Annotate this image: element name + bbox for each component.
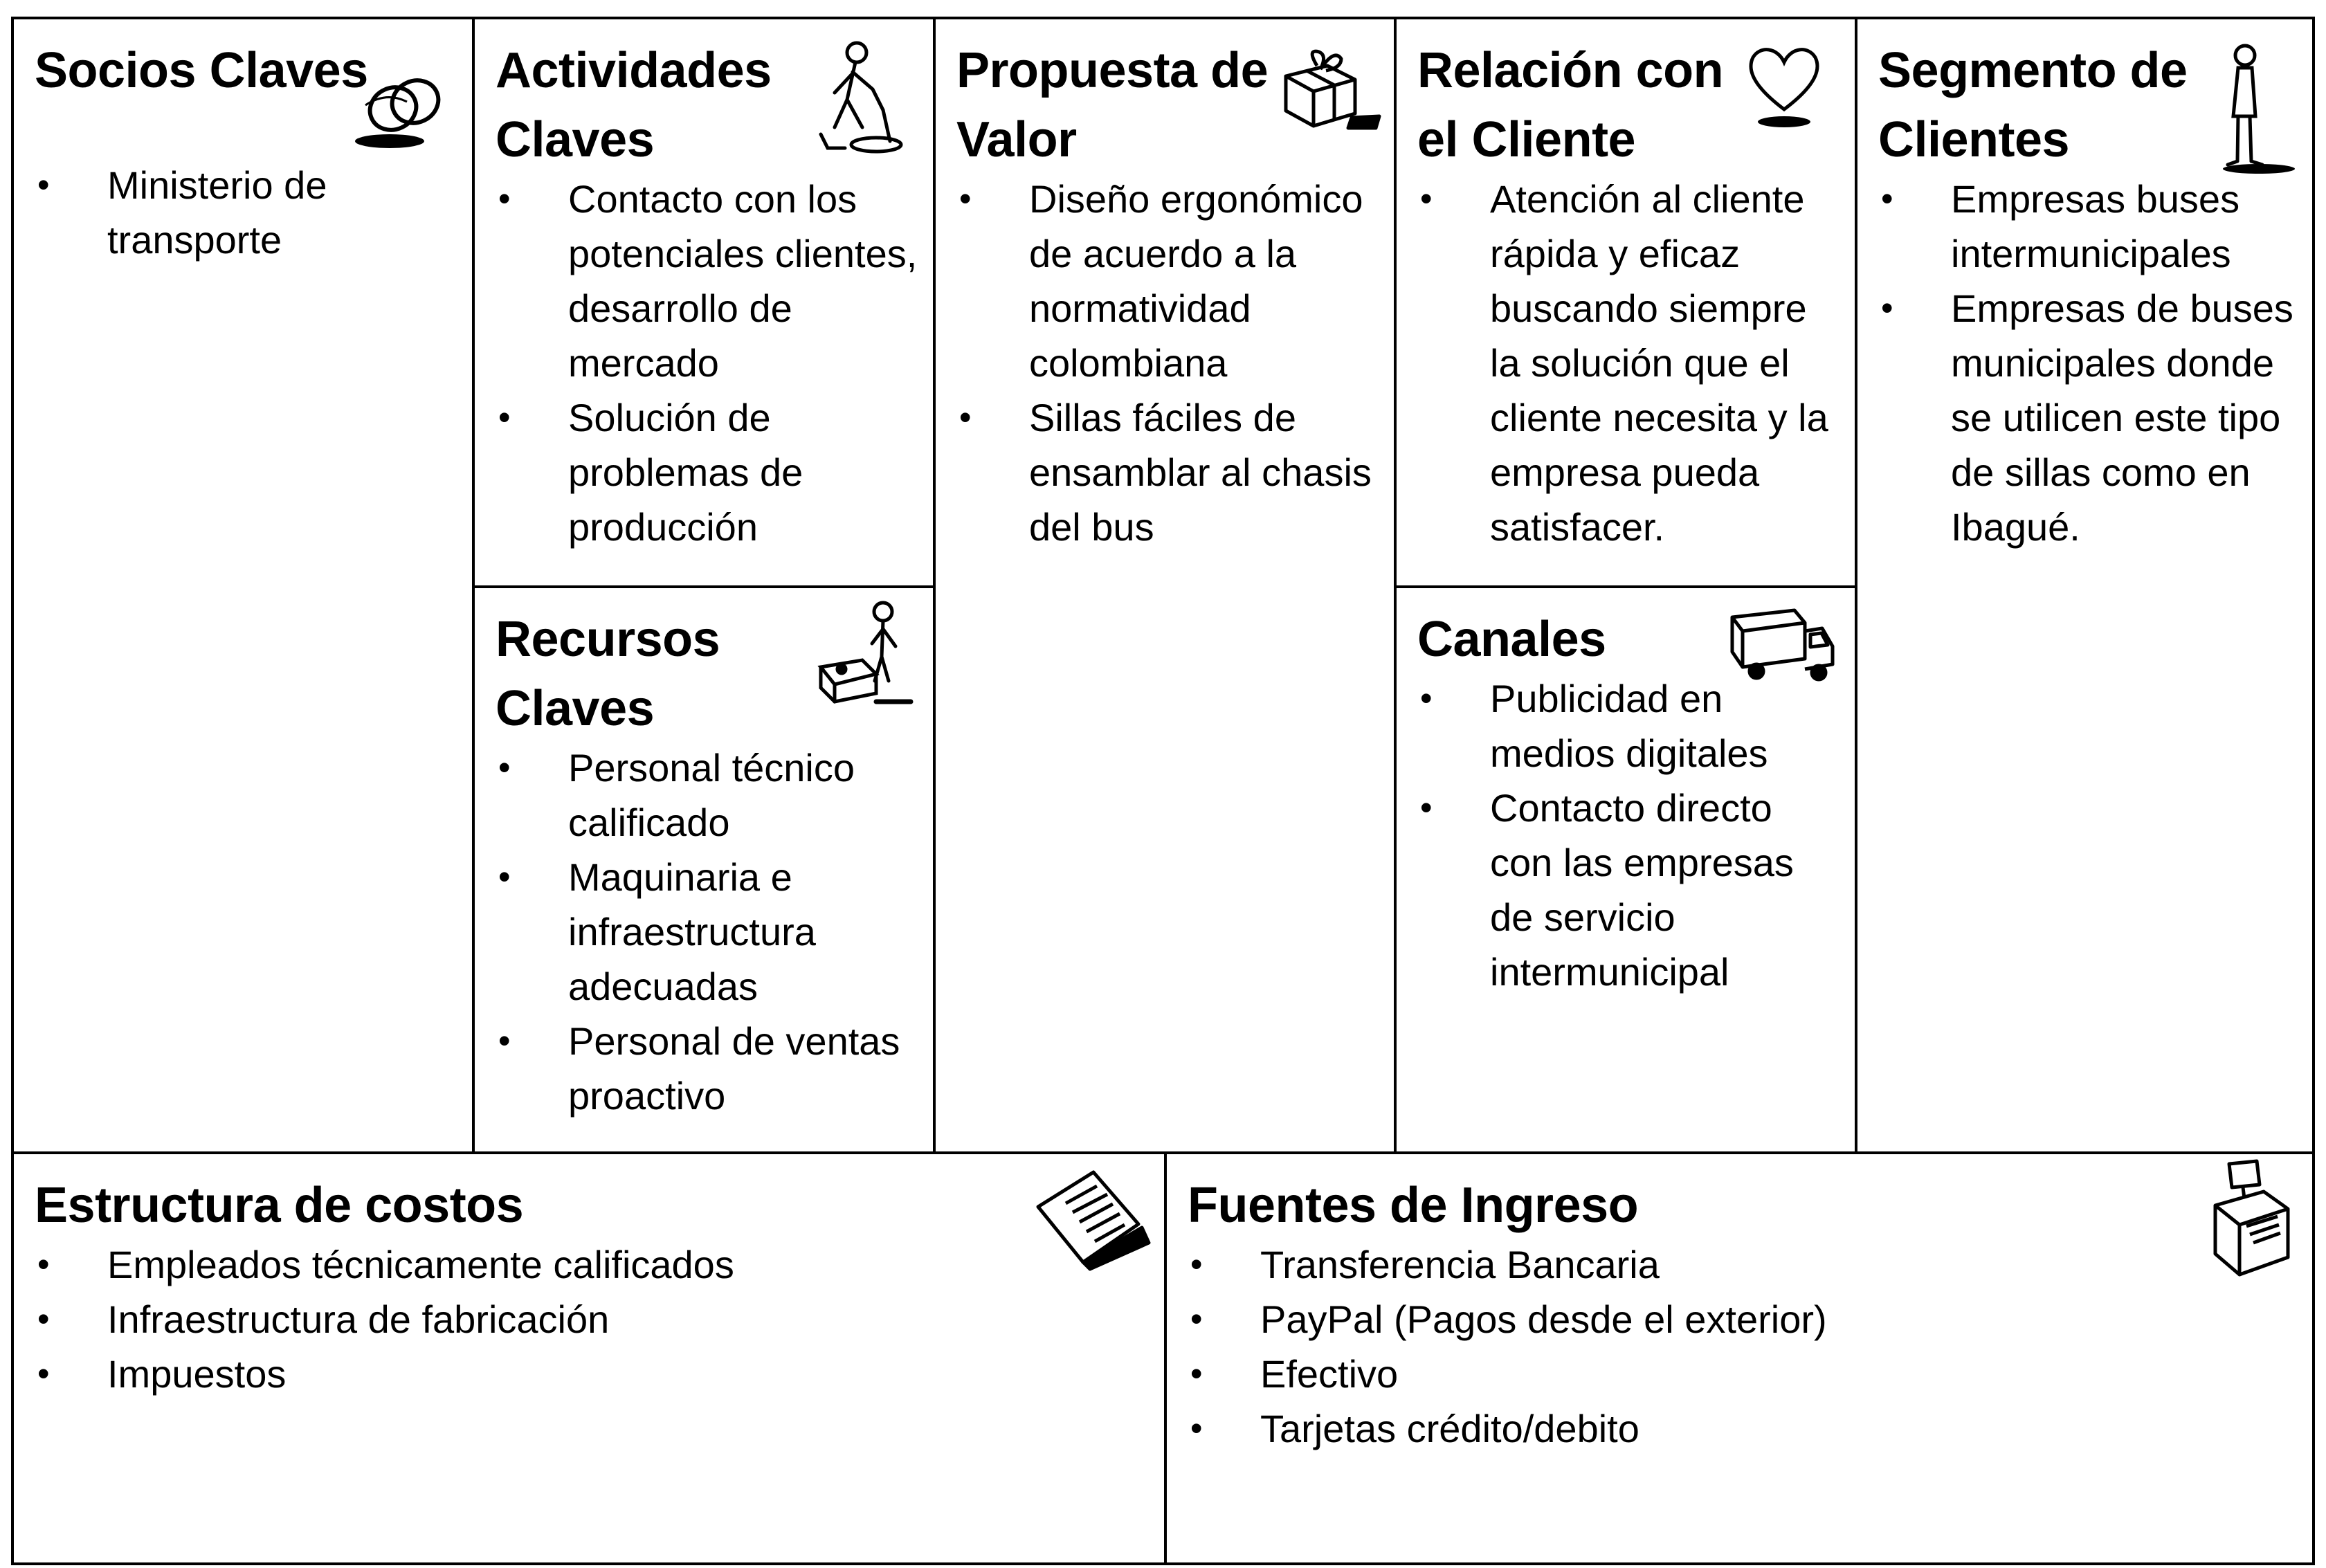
canales-box (1394, 585, 1857, 1154)
list-item: • Atención al cliente rápida y eficaz buscando siempre la solución que el cliente necesita y la empresa pueda satisfacer. (1417, 172, 1841, 554)
rings-icon (352, 64, 455, 154)
relacion-cliente-list (1417, 172, 1841, 554)
segmento-clientes-box (1855, 17, 2315, 1154)
list-item: • Solución de problemas de producción (496, 390, 919, 554)
canales-list (1417, 671, 1841, 999)
estructura-costos-list (35, 1237, 1150, 1401)
actividades-claves-title: Actividades Claves (496, 43, 772, 167)
list-item: • Impuestos (35, 1347, 1150, 1401)
socios-claves-list (35, 158, 458, 267)
relacion-cliente-title: Relación con el Cliente (1417, 43, 1724, 167)
propuesta-valor-box (933, 17, 1397, 1154)
actividades-claves-list (496, 172, 919, 554)
canales-title: Canales (1417, 612, 1606, 667)
list-item: • Diseño ergonómico de acuerdo a la normatividad colombiana (956, 172, 1380, 390)
list-item: • Empresas de buses municipales donde se utilicen este tipo de sillas como en Ibagué. (1878, 281, 2298, 554)
estructura-costos-title: Estructura de costos (35, 1178, 524, 1233)
list-item: • Personal de ventas proactivo (496, 1014, 919, 1123)
list-item: • PayPal (Pagos desde el exterior) (1188, 1292, 2298, 1347)
list-item: • Empresas buses intermunicipales (1878, 172, 2298, 281)
list-item: • Publicidad en medios digitales (1417, 671, 1841, 781)
socios-claves-title: Socios Claves (35, 43, 368, 98)
recursos-claves-box (472, 585, 936, 1154)
list-item: • Efectivo (1188, 1347, 2298, 1401)
recursos-claves-list (496, 740, 919, 1123)
list-item: • Sillas fáciles de ensamblar al chasis del bus (956, 390, 1380, 554)
fuentes-ingreso-list (1188, 1237, 2298, 1456)
worker-digging-icon (807, 37, 904, 155)
list-item: • Tarjetas crédito/debito (1188, 1401, 2298, 1456)
segmento-clientes-list (1878, 172, 2298, 554)
propuesta-valor-title: Propuesta de Valor (956, 43, 1269, 167)
relacion-cliente-box (1394, 17, 1857, 588)
person-standing-icon (2207, 40, 2297, 179)
list-item: • Contacto directo con las empresas de servicio intermunicipal (1417, 781, 1841, 999)
recursos-claves-title: Recursos Claves (496, 612, 720, 736)
worker-with-machine-icon (814, 598, 918, 709)
list-item: • Empleados técnicamente calificados (35, 1237, 1150, 1292)
fuentes-ingreso-box (1164, 1151, 2315, 1565)
list-item: • Ministerio de transporte (35, 158, 458, 267)
fuentes-ingreso-title: Fuentes de Ingreso (1188, 1178, 1639, 1233)
socios-claves-box (11, 17, 475, 1154)
list-item: • Contacto con los potenciales clientes, desarrollo de mercado (496, 172, 919, 390)
list-item: • Infraestructura de fabricación (35, 1292, 1150, 1347)
propuesta-valor-list (956, 172, 1380, 554)
heart-icon (1743, 40, 1826, 130)
estructura-costos-box (11, 1151, 1167, 1565)
actividades-claves-box (472, 17, 936, 588)
list-item: • Transferencia Bancaria (1188, 1237, 2298, 1292)
list-item: • Personal técnico calificado (496, 740, 919, 850)
list-item: • Maquinaria e infraestructura adecuadas (496, 850, 919, 1014)
gift-icon (1279, 42, 1383, 131)
segmento-clientes-title: Segmento de Clientes (1878, 43, 2188, 167)
